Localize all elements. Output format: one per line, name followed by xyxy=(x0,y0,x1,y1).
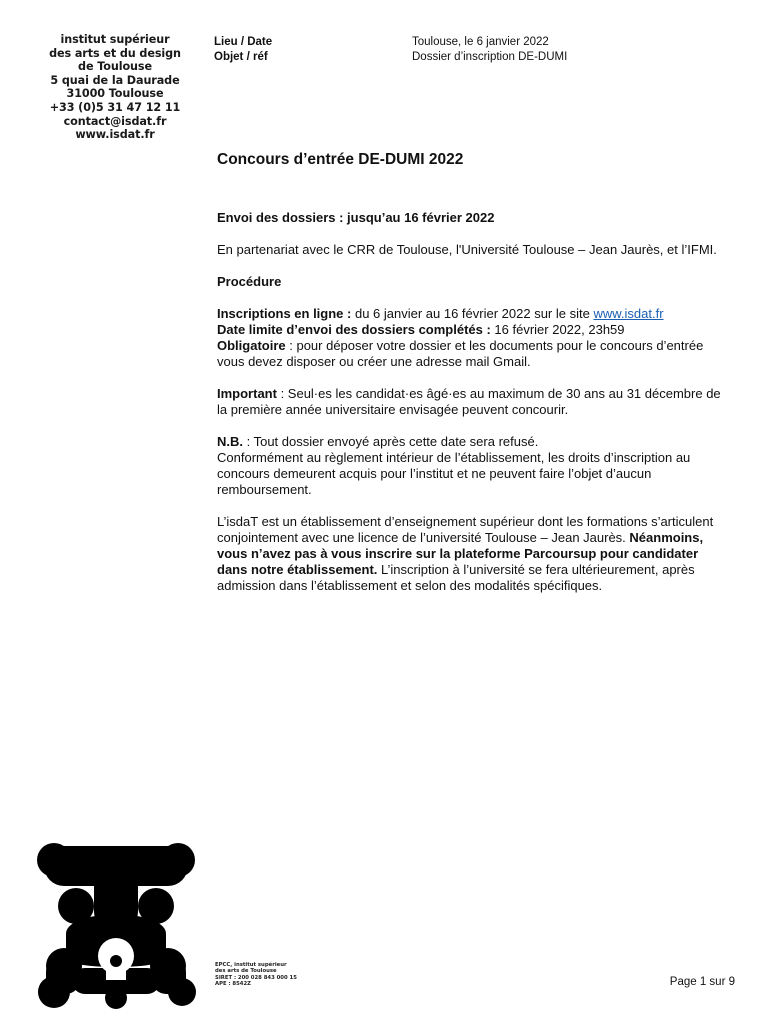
meta-labels xyxy=(214,35,272,64)
obligatoire-label: Obligatoire xyxy=(217,338,286,353)
sender-website: www.isdat.fr xyxy=(75,128,155,142)
deadline-heading: Envoi des dossiers : jusqu’au 16 février 2022 xyxy=(217,210,495,225)
sender-line: 5 quai de la Daurade xyxy=(50,73,180,87)
date-limite-label: Date limite d’envoi des dossiers complétés : xyxy=(217,322,491,337)
obligatoire-text: : pour déposer votre dossier et les documents pour le concours d’entrée vous devez disposer ou créer une adresse mail Gmail. xyxy=(217,338,704,369)
procedure-details xyxy=(217,306,729,370)
date-limite-text: 16 février 2022, 23h59 xyxy=(490,322,625,337)
inscriptions-label: Inscriptions en ligne : xyxy=(217,306,352,321)
important-text: : Seul·es les candidat·es âgé·es au maximum de 30 ans au 31 décembre de la première année universitaire envisagée peuvent concourir. xyxy=(217,386,721,417)
legal-line: APE : 8542Z xyxy=(215,981,251,988)
legal-line: SIRET : 200 028 843 000 15 xyxy=(215,974,297,981)
legal-line: des arts de Toulouse xyxy=(215,968,277,975)
isdat-paragraph xyxy=(217,514,729,594)
legal-line: EPCC, institut supérieur xyxy=(215,962,287,968)
isdat-website-link[interactable]: www.isdat.fr xyxy=(593,306,664,321)
isdat-text-2: L’inscription à l’université se fera ultérieurement, après admission dans l’établissement et selon des modalités spécifiques. xyxy=(217,562,695,593)
sender-line: des arts et du design xyxy=(49,46,181,60)
nb-label: N.B. xyxy=(217,434,243,449)
nb-paragraph xyxy=(217,434,729,498)
sender-line: de Toulouse xyxy=(78,60,152,74)
objet-value: Dossier d’inscription DE-DUMI xyxy=(412,50,568,63)
meta-values xyxy=(412,35,567,64)
nb-text: : Tout dossier envoyé après cette date sera refusé. xyxy=(243,434,539,449)
isdat-logo-icon xyxy=(36,838,196,1010)
important-label: Important xyxy=(217,386,277,401)
page-number: Page 1 sur 9 xyxy=(669,976,735,988)
lieu-value: Toulouse, le 6 janvier 2022 xyxy=(412,36,549,48)
sender-address xyxy=(40,33,190,142)
sender-phone: +33 (0)5 31 47 12 11 xyxy=(49,100,181,114)
isdat-text-1: L’isdaT est un établissement d’enseignement supérieur dont les formations s’articulent conjointement avec une licence de l’université Toulouse – Jean Jaurès. xyxy=(217,514,714,545)
important-paragraph xyxy=(217,386,729,418)
footer-legal xyxy=(215,962,297,988)
sender-line: 31000 Toulouse xyxy=(66,87,164,101)
document-body xyxy=(217,150,729,594)
parcoursup-notice: Néanmoins, vous n’avez pas à vous inscrire sur la plateforme Parcoursup pour candidater dans notre établissement. xyxy=(217,530,704,577)
objet-label: Objet / réf xyxy=(214,50,268,63)
partnership-paragraph: En partenariat avec le CRR de Toulouse, l'Université Toulouse – Jean Jaurès, et l’IFMI. xyxy=(217,242,717,257)
sender-line: institut supérieur xyxy=(60,33,170,46)
lieu-label: Lieu / Date xyxy=(214,36,273,48)
inscriptions-text: du 6 janvier au 16 février 2022 sur le site xyxy=(351,306,594,321)
document-title: Concours d’entrée DE-DUMI 2022 xyxy=(217,151,464,168)
procedure-heading: Procédure xyxy=(217,274,282,289)
reglement-text: Conformément au règlement intérieur de l’établissement, les droits d’inscription au concours demeurent acquis pour l’institut et ne peuvent faire l’objet d’aucun remboursement. xyxy=(217,450,691,497)
sender-email: contact@isdat.fr xyxy=(63,114,167,128)
